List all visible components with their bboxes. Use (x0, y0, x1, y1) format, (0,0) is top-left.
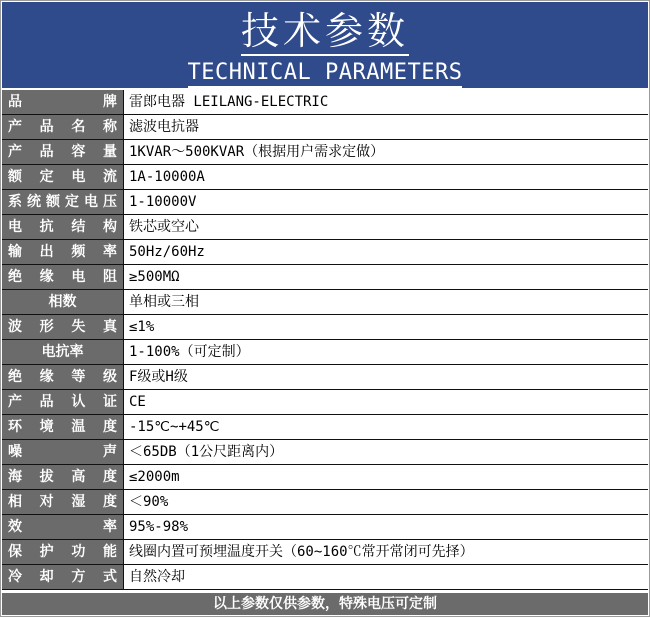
row-label: 绝缘电阻 (2, 265, 124, 289)
row-value: 铁芯或空心 (124, 215, 648, 239)
row-value: 1-100%（可定制） (124, 340, 648, 364)
row-value: 1A-10000A (124, 165, 648, 189)
title-chinese-text: 技术参数 (241, 8, 409, 56)
table-row-reactance-rate (2, 340, 648, 365)
row-value: F级或H级 (124, 365, 648, 389)
table-row-efficiency (2, 515, 648, 540)
table-row-phases (2, 290, 648, 315)
row-value: -15℃~+45℃ (124, 415, 648, 439)
row-value: 单相或三相 (124, 290, 648, 314)
row-value: ＜65DB（1公尺距离内） (124, 440, 648, 464)
row-label: 绝缘等级 (2, 365, 124, 389)
table-row-brand (2, 90, 648, 115)
row-value: 1KVAR～500KVAR（根据用户需求定做） (124, 140, 648, 164)
table-row-distortion (2, 315, 648, 340)
row-label: 冷却方式 (2, 565, 124, 589)
row-label: 输出频率 (2, 240, 124, 264)
row-label: 电抗结构 (2, 215, 124, 239)
row-value: ≤2000m (124, 465, 648, 489)
row-value: ＜90% (124, 490, 648, 514)
table-row-ambient-temperature (2, 415, 648, 440)
row-label: 环境温度 (2, 415, 124, 439)
parameter-table (2, 90, 648, 590)
row-label: 产品容量 (2, 140, 124, 164)
row-value: 线圈内置可预埋温度开关（60~160℃常开常闭可先择） (124, 540, 648, 564)
table-row-humidity (2, 490, 648, 515)
table-row-frequency (2, 240, 648, 265)
row-value: ≥500MΩ (124, 265, 648, 289)
row-label: 效 率 (2, 515, 124, 539)
row-label: 系统额定电压 (2, 190, 124, 214)
row-value: 95%-98% (124, 515, 648, 539)
row-label: 电抗率 (2, 340, 124, 364)
title-chinese (2, 8, 648, 56)
row-label: 相对湿度 (2, 490, 124, 514)
table-row-insulation-resistance (2, 265, 648, 290)
row-label: 产品名称 (2, 115, 124, 139)
row-value: 50Hz/60Hz (124, 240, 648, 264)
row-value: 1-10000V (124, 190, 648, 214)
table-row-capacity (2, 140, 648, 165)
row-label: 波形失真 (2, 315, 124, 339)
table-row-noise (2, 440, 648, 465)
table-row-structure (2, 215, 648, 240)
table-row-insulation-class (2, 365, 648, 390)
row-label: 噪 声 (2, 440, 124, 464)
table-row-protection (2, 540, 648, 565)
row-value: ≤1% (124, 315, 648, 339)
row-value: 雷郎电器 LEILANG-ELECTRIC (124, 90, 648, 114)
title-english-text: TECHNICAL PARAMETERS (188, 60, 463, 88)
row-label: 保护功能 (2, 540, 124, 564)
table-row-product-name (2, 115, 648, 140)
footer-note: 以上参数仅供参数，特殊电压可定制 (2, 593, 648, 615)
table-row-certification (2, 390, 648, 415)
row-label: 产品认证 (2, 390, 124, 414)
row-value: 自然冷却 (124, 565, 648, 589)
row-label: 海拔高度 (2, 465, 124, 489)
table-row-rated-voltage (2, 190, 648, 215)
row-label: 品 牌 (2, 90, 124, 114)
row-label: 相数 (2, 290, 124, 314)
row-value: CE (124, 390, 648, 414)
title-english (2, 60, 648, 88)
table-row-rated-current (2, 165, 648, 190)
header-banner (2, 2, 648, 88)
row-value: 滤波电抗器 (124, 115, 648, 139)
table-row-altitude (2, 465, 648, 490)
table-row-cooling (2, 565, 648, 590)
row-label: 额定电流 (2, 165, 124, 189)
